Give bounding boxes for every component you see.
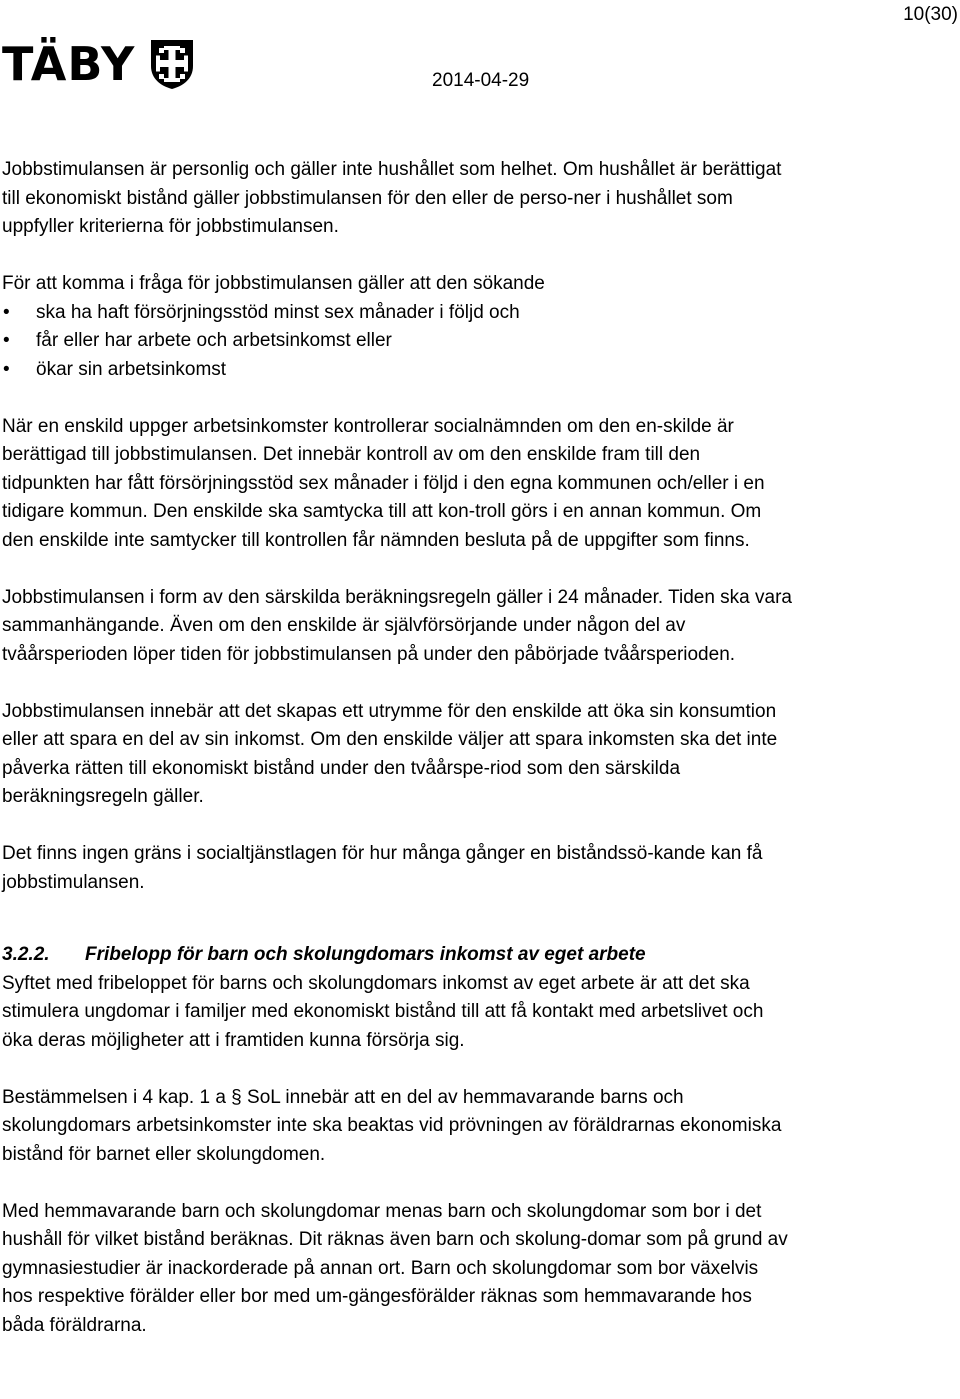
list-item: • ökar sin arbetsinkomst xyxy=(2,356,792,385)
taby-coat-of-arms-icon xyxy=(149,38,195,90)
paragraph: Det finns ingen gräns i socialtjänstlagen för hur många gånger en biståndssö-kande kan få jobbstimulansen. xyxy=(2,843,763,893)
document-date: 2014-04-29 xyxy=(432,70,530,91)
paragraph: Med hemmavarande barn och skolungdomar menas barn och skolungdomar som bor i det hushåll för vilket bistånd beräknas. Dit räknas även barn och skolung-domar som på grund av gymnasiestudier är inackorderade på annan ort. Barn och skolungdomar som bor växelvis hos respektive förälder eller bor med um-gängesförälder räknas som hemmavarande hos båda föräldrarna. xyxy=(2,1200,788,1336)
paragraph: För att komma i fråga för jobbstimulansen gäller att den sökande xyxy=(2,273,545,294)
list-item: • ska ha haft försörjningsstöd minst sex månader i följd och xyxy=(2,299,792,328)
paragraph: När en enskild uppger arbetsinkomster kontrollerar socialnämnden om den en-skilde är berättigad till jobbstimulansen. Det innebär kontroll av om den enskilde fram till den tidpunkten har fått försörjningsstöd sex månader i följd i den egna kommunen och/eller i en tidigare kommun. Den enskilde ska samtycka till att kon-troll görs i en annan kommun. Om den enskilde inte samtycker till kontrollen får nämnden besluta på de uppgifter som finns. xyxy=(2,415,765,551)
paragraph: Jobbstimulansen är personlig och gäller inte hushållet som helhet. Om hushållet är berättigat till ekonomiskt bistånd gäller jobbstimulansen för den eller de perso-ner i hushållet som uppfyller kriterierna för jobbstimulansen. xyxy=(2,159,782,237)
paragraph: Syftet med fribeloppet för barns och skolungdomars inkomst av eget arbete är att det ska stimulera ungdomar i familjer med ekonomiskt bistånd till att få kontakt med arbetslivet och öka deras möjligheter att i framtiden kunna försörja sig. xyxy=(2,972,764,1051)
paragraph: Bestämmelsen i 4 kap. 1 a § SoL innebär att en del av hemmavarande barns och skolungdomars arbetsinkomster inte ska beaktas vid prövningen av föräldrarnas ekonomiska bistånd för barnet eller skolungdomen. xyxy=(2,1086,782,1165)
document-body xyxy=(2,156,792,1369)
section-number: 3.2.2. xyxy=(2,944,50,965)
section-heading xyxy=(2,941,792,970)
logo xyxy=(2,38,195,90)
paragraph: Jobbstimulansen i form av den särskilda beräkningsregeln gäller i 24 månader. Tiden ska vara sammanhängande. Även om den enskilde är självförsörjande under någon del av tvåårsperioden löper tiden för jobbstimulansen på under den påbörjade tvåårsperioden. xyxy=(2,586,792,665)
page-number: 10(30) xyxy=(903,4,958,25)
paragraph: Jobbstimulansen innebär att det skapas ett utrymme för den enskilde att öka sin konsumtion eller att spara en del av sin inkomst. Om den enskilde väljer att spara inkomsten ska det inte påverka rätten till ekonomiskt bistånd under den tvåårspe-riod som den särskilda beräkningsregeln gäller. xyxy=(2,700,778,807)
logo-text: TÄBY xyxy=(2,37,136,91)
section-title: Fribelopp för barn och skolungdomars inkomst av eget arbete xyxy=(85,944,646,965)
list-item: • får eller har arbete och arbetsinkomst eller xyxy=(2,327,792,356)
criteria-list xyxy=(2,299,792,385)
